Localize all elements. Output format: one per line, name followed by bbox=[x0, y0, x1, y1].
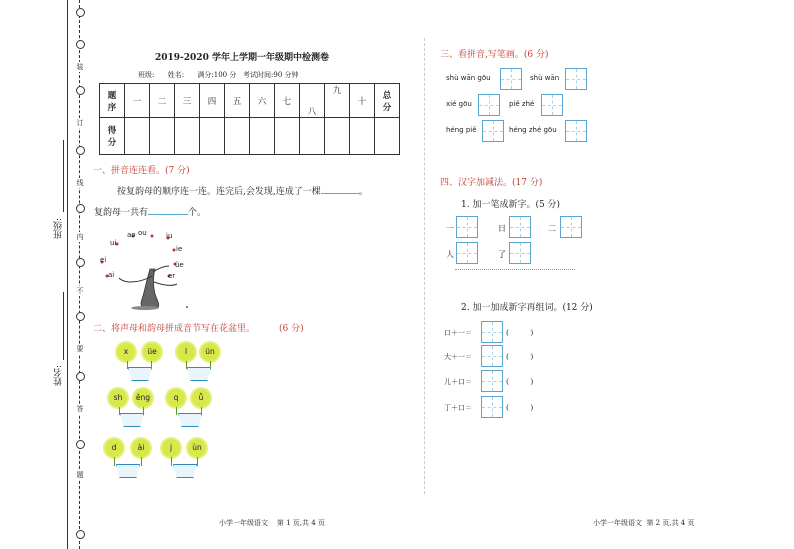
stroke-name: héng piě bbox=[446, 126, 477, 134]
pinyin-letter: er bbox=[168, 272, 176, 280]
binding-char: 装 bbox=[74, 62, 86, 72]
flower: ài bbox=[132, 439, 150, 457]
flower: ùn bbox=[188, 439, 206, 457]
equation: 大＋一＝ bbox=[444, 353, 472, 361]
table-cell: 题序 bbox=[100, 84, 125, 118]
score-cell[interactable] bbox=[275, 118, 300, 155]
class-label: 班级: bbox=[54, 218, 64, 240]
binding-hole bbox=[76, 204, 85, 213]
stroke-name: piě zhé bbox=[509, 100, 535, 108]
writing-grid[interactable] bbox=[456, 216, 478, 238]
score-cell[interactable] bbox=[375, 118, 400, 155]
flower: üe bbox=[143, 343, 161, 361]
writing-grid[interactable] bbox=[541, 94, 563, 116]
equation: 儿＋口＝ bbox=[444, 378, 472, 386]
name-label: 姓名: bbox=[54, 365, 64, 387]
dotted-separator bbox=[455, 269, 575, 270]
binding-hole bbox=[76, 258, 85, 267]
binding-hole bbox=[76, 146, 85, 155]
writing-grid[interactable] bbox=[481, 396, 503, 418]
writing-grid[interactable] bbox=[482, 120, 504, 142]
table-cell: 总分 bbox=[375, 84, 400, 118]
stroke-name: xié gōu bbox=[446, 100, 472, 108]
pinyin-letter: ui bbox=[110, 239, 117, 247]
pinyin-letter: ie bbox=[176, 245, 183, 253]
pinyin-letter: üe bbox=[175, 261, 184, 269]
score-cell[interactable] bbox=[300, 118, 325, 155]
flower: ün bbox=[201, 343, 219, 361]
flower: sh bbox=[109, 389, 127, 407]
class-underline bbox=[63, 140, 64, 212]
exam-info: 班级: 姓名: 满分:100 分 考试时间:90 分钟 bbox=[138, 71, 299, 79]
table-cell: 六 bbox=[250, 84, 275, 118]
binding-hole bbox=[76, 40, 85, 49]
score-cell[interactable] bbox=[225, 118, 250, 155]
page-footer: 小学一年级语文 第 2 页,共 4 页 bbox=[593, 519, 695, 527]
writing-grid[interactable] bbox=[565, 120, 587, 142]
stroke-name: héng zhé gōu bbox=[509, 126, 557, 134]
binding-hole bbox=[76, 530, 85, 539]
base-char: 二 bbox=[548, 224, 556, 233]
writing-grid[interactable] bbox=[478, 94, 500, 116]
flower: x bbox=[117, 343, 135, 361]
section1-line1: 按复韵母的顺序连一连。连完后,会发现,连成了一棵 。 bbox=[117, 184, 368, 197]
binding-char: 订 bbox=[74, 118, 86, 128]
table-cell: 三 bbox=[175, 84, 200, 118]
pinyin-letter: ou bbox=[138, 229, 147, 237]
binding-line bbox=[79, 0, 80, 549]
page-divider bbox=[424, 38, 425, 494]
writing-grid[interactable] bbox=[509, 216, 531, 238]
pinyin-letter: ai bbox=[108, 271, 115, 279]
binding-char: 线 bbox=[74, 178, 86, 188]
name-underline bbox=[63, 292, 64, 360]
flower-pot[interactable] bbox=[120, 413, 144, 427]
section4-sub1: 1. 加一笔成新字。(5 分) bbox=[461, 200, 561, 210]
page-title: 2019-2020 学年上学期一年级期中检测卷 bbox=[155, 53, 329, 63]
binding-hole bbox=[76, 86, 85, 95]
section1-line2: 复韵母一共有 个。 bbox=[94, 205, 206, 218]
flower-pot[interactable] bbox=[116, 464, 140, 478]
flower: d bbox=[105, 439, 123, 457]
table-cell: 九 bbox=[325, 84, 350, 118]
binding-char: 题 bbox=[74, 470, 86, 480]
writing-grid[interactable] bbox=[481, 321, 503, 343]
flower: q bbox=[167, 389, 185, 407]
flower-pot[interactable] bbox=[173, 464, 197, 478]
answer-paren[interactable]: ( ) bbox=[506, 352, 534, 361]
base-char: 一 bbox=[446, 224, 454, 233]
flower: l bbox=[177, 343, 195, 361]
base-char: 日 bbox=[498, 224, 506, 233]
table-cell: 一 bbox=[125, 84, 150, 118]
binding-char: 要 bbox=[74, 344, 86, 354]
flower: j bbox=[162, 439, 180, 457]
table-cell: 四 bbox=[200, 84, 225, 118]
pinyin-letter: iu bbox=[166, 232, 173, 240]
flower: ǚ bbox=[192, 389, 210, 407]
score-cell[interactable] bbox=[200, 118, 225, 155]
stroke-name: shù wān gōu bbox=[446, 74, 491, 82]
page-footer: 小学一年级语文 第 1 页,共 4 页 bbox=[219, 519, 325, 527]
tree-illustration bbox=[95, 224, 195, 314]
table-cell: 七 bbox=[275, 84, 300, 118]
writing-grid[interactable] bbox=[481, 370, 503, 392]
table-cell: 二 bbox=[150, 84, 175, 118]
base-char: 人 bbox=[446, 250, 454, 259]
score-cell[interactable] bbox=[125, 118, 150, 155]
score-cell[interactable] bbox=[250, 118, 275, 155]
score-cell[interactable] bbox=[150, 118, 175, 155]
score-cell[interactable] bbox=[175, 118, 200, 155]
section2-heading: 二、将声母和韵母拼成音节写在花盆里。 (6 分) bbox=[93, 324, 304, 334]
section3-heading: 三、看拼音,写笔画。(6 分) bbox=[440, 50, 549, 60]
section4-heading: 四、汉字加减法。(17 分) bbox=[440, 178, 543, 188]
stroke-name: shù wān bbox=[530, 74, 560, 82]
equation: 丁＋口＝ bbox=[444, 404, 472, 412]
flower-pot[interactable] bbox=[187, 367, 211, 381]
writing-grid[interactable] bbox=[560, 216, 582, 238]
answer-blank[interactable] bbox=[321, 184, 359, 194]
writing-grid[interactable] bbox=[509, 242, 531, 264]
table-cell: 得分 bbox=[100, 118, 125, 155]
binding-line-outer bbox=[67, 0, 68, 549]
answer-paren[interactable]: ( ) bbox=[506, 377, 534, 386]
score-table bbox=[99, 83, 400, 155]
answer-paren[interactable]: ( ) bbox=[506, 403, 534, 412]
table-cell: 八 bbox=[300, 84, 325, 118]
score-cell[interactable] bbox=[350, 118, 375, 155]
flower-pot[interactable] bbox=[128, 367, 152, 381]
binding-hole bbox=[76, 8, 85, 17]
flower-pot[interactable] bbox=[178, 413, 202, 427]
answer-blank[interactable] bbox=[148, 205, 188, 215]
table-cell: 五 bbox=[225, 84, 250, 118]
answer-paren[interactable]: ( ) bbox=[506, 328, 534, 337]
writing-grid[interactable] bbox=[456, 242, 478, 264]
pinyin-letter: ao bbox=[127, 231, 136, 239]
section1-heading: 一、拼音连连看。(7 分) bbox=[93, 166, 190, 176]
section4-sub2: 2. 加一加成新字再组词。(12 分) bbox=[461, 303, 593, 313]
score-cell[interactable] bbox=[325, 118, 350, 155]
writing-grid[interactable] bbox=[481, 345, 503, 367]
binding-hole bbox=[76, 440, 85, 449]
binding-char: 内 bbox=[74, 232, 86, 242]
binding-char: 不 bbox=[74, 286, 86, 296]
writing-grid[interactable] bbox=[500, 68, 522, 90]
pinyin-letter: ei bbox=[100, 256, 107, 264]
equation: 口＋一＝ bbox=[444, 329, 472, 337]
binding-char: 答 bbox=[74, 404, 86, 414]
table-cell: 十 bbox=[350, 84, 375, 118]
binding-hole bbox=[76, 312, 85, 321]
binding-hole bbox=[76, 372, 85, 381]
flower: ěng bbox=[134, 389, 152, 407]
base-char: 了 bbox=[498, 250, 506, 259]
writing-grid[interactable] bbox=[565, 68, 587, 90]
